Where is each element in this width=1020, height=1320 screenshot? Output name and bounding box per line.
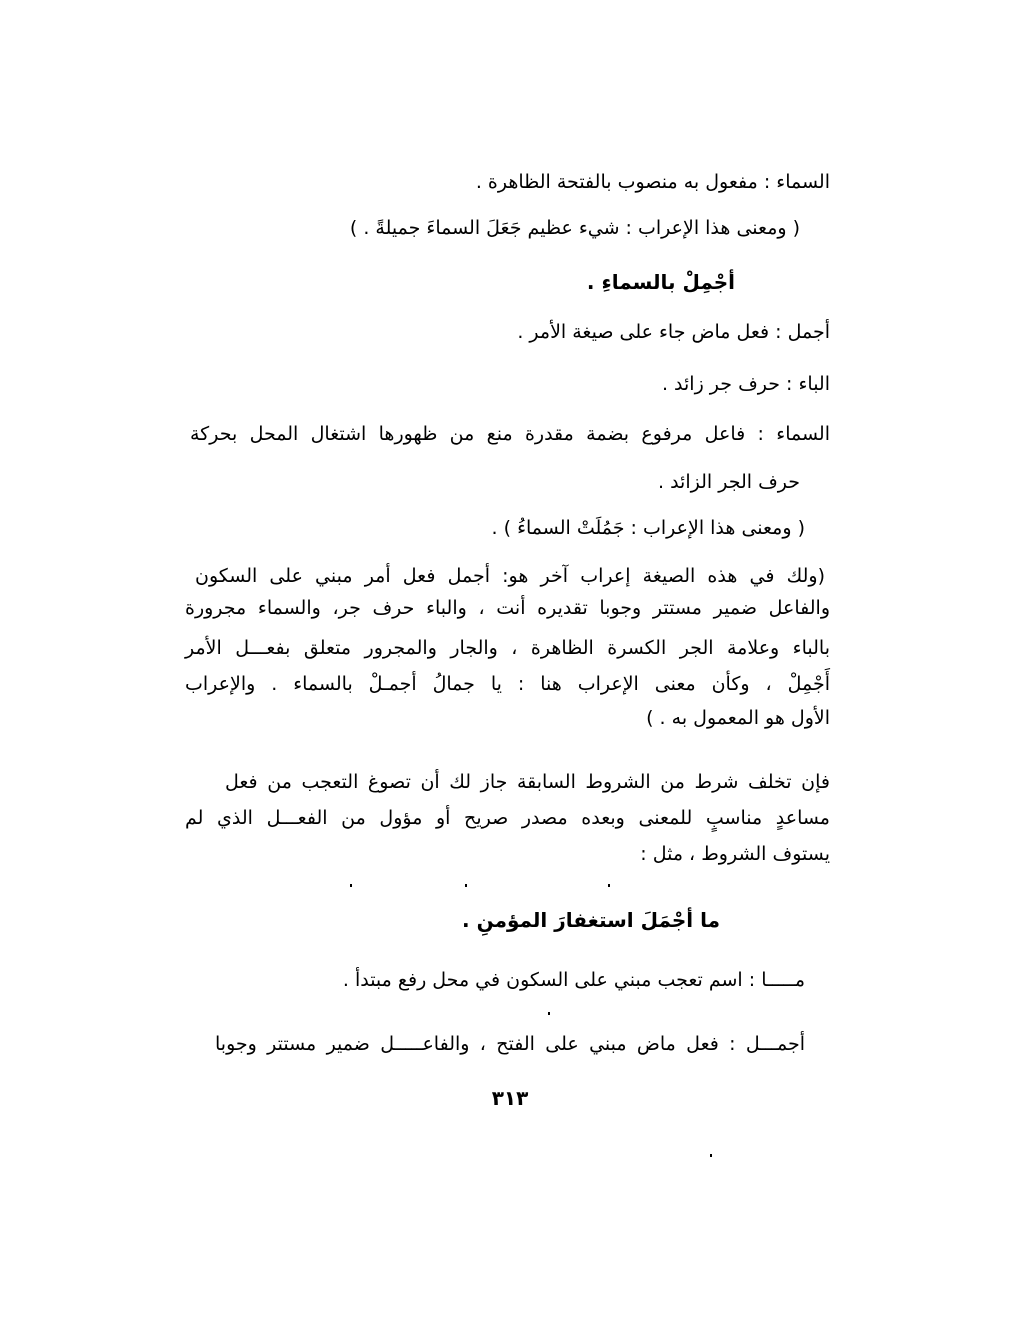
text-line: ( ومعنى هذا الإعراب : جَمُلَتْ السماءُ ) . xyxy=(491,517,805,539)
text-line: حرف الجر الزائد . xyxy=(658,471,800,493)
text-line: الباء : حرف جر زائد . xyxy=(661,373,830,395)
scan-speck xyxy=(350,884,352,887)
scan-speck xyxy=(465,884,467,887)
text-line: أجمـــل : فعل ماض مبني على الفتح ، والفاعـــــل ضمير مستتر وجوبا xyxy=(215,1033,805,1055)
text-line: أَجْمِلْ ، وكأن معنى الإعراب هنا : يا جمالُ أجمـلْ بالسماء . والإعراب xyxy=(185,673,830,695)
text-line: السماء : فاعل مرفوع بضمة مقدرة منع من ظهورها اشتغال المحل بحركة xyxy=(190,423,830,445)
text-line: السماء : مفعول به منصوب بالفتحة الظاهرة . xyxy=(475,171,830,193)
text-line: أجمل : فعل ماض جاء على صيغة الأمر . xyxy=(517,321,830,343)
scan-speck xyxy=(608,884,610,887)
text-line: ( ومعنى هذا الإعراب : شيء عظيم جَعَلَ السماءَ جميلةً . ) xyxy=(349,217,800,239)
text-line: الأول هو المعمول به . ) xyxy=(646,707,830,729)
example-heading: أجْمِلْ بالسماءِ . xyxy=(586,270,735,294)
page-number: ٣١٣ xyxy=(491,1086,529,1110)
scan-speck xyxy=(548,1012,550,1015)
text-line: (ولك في هذه الصيغة إعراب آخر هو: أجمل فعل أمر مبني على السكون xyxy=(195,565,825,587)
text-line: فإن تخلف شرط من الشروط السابقة جاز لك أن تصوغ التعجب من فعل xyxy=(225,771,830,793)
scan-speck xyxy=(710,1154,712,1157)
text-line: مساعدٍ مناسبٍ للمعنى وبعده مصدر صريح أو مؤول من الفعـــل الذي لم xyxy=(185,807,830,829)
text-line: بالباء وعلامة الجر الكسرة الظاهرة ، والجار والمجرور متعلق بفعـــل الأمر xyxy=(185,637,830,659)
text-line: مـــــا : اسم تعجب مبني على السكون في محل رفع مبتدأ . xyxy=(342,969,805,991)
example-heading: ما أجْمَلَ استغفارَ المؤمنِ . xyxy=(462,908,720,932)
text-line: والفاعل ضمير مستتر وجوبا تقديره أنت ، والباء حرف جر، والسماء مجرورة xyxy=(185,597,830,619)
text-line: يستوف الشروط ، مثل : xyxy=(640,843,830,865)
